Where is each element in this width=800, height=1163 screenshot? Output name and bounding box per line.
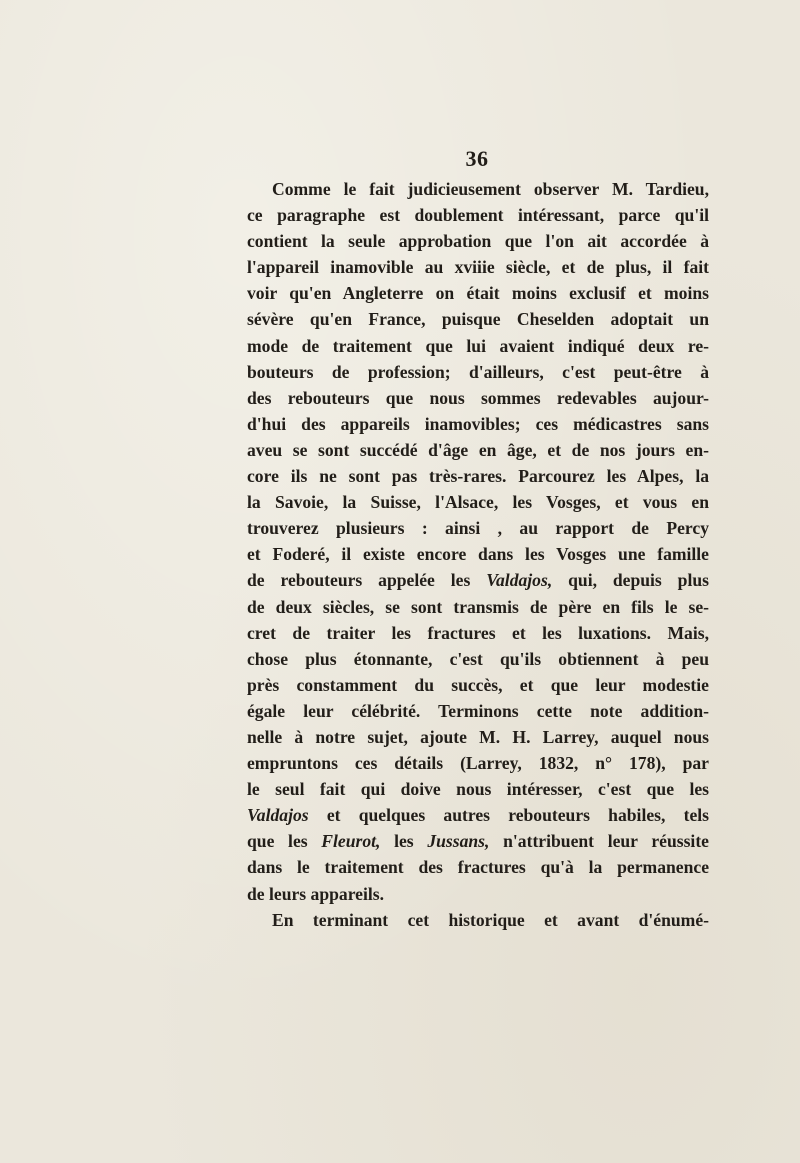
text-line: chose plus étonnante, c'est qu'ils obtiennent à peu (247, 648, 709, 669)
text-line: cret de traiter les fractures et les luxations. Mais, (247, 622, 709, 643)
italic-name: Jussans, (427, 831, 490, 852)
text-line: mode de traitement que lui avaient indiqué deux re- (247, 335, 709, 356)
text-line: aveu se sont succédé d'âge en âge, et de nos jours en- (247, 439, 709, 460)
text-line (247, 567, 709, 593)
text-run: les (380, 831, 428, 852)
text-line (247, 828, 709, 854)
text-line: dans le traitement des fractures qu'à la permanence (247, 857, 709, 878)
text-line: voir qu'en Angleterre on était moins exclusif et moins (247, 283, 709, 304)
italic-name: Valdajos (247, 805, 309, 826)
text-run: que les (247, 831, 322, 852)
text-line: nelle à notre sujet, ajoute M. H. Larrey, auquel nous (247, 726, 709, 747)
text-line: empruntons ces détails (Larrey, 1832, n° 178), par (247, 753, 709, 774)
text-run: et quelques autres rebouteurs habiles, tels (308, 805, 709, 826)
text-line: et Foderé, il existe encore dans les Vosges une famille (247, 544, 709, 565)
text-line: la Savoie, la Suisse, l'Alsace, les Vosges, et vous en (247, 492, 709, 513)
text-line: près constamment du succès, et que leur modestie (247, 674, 709, 695)
text-line: de deux siècles, se sont transmis de père en fils le se- (247, 596, 709, 617)
text-line: des rebouteurs que nous sommes redevables aujour- (247, 387, 709, 408)
text-line (247, 802, 709, 828)
text-line: d'hui des appareils inamovibles; ces médicastres sans (247, 413, 709, 434)
text-line: l'appareil inamovible au xviiie siècle, et de plus, il fait (247, 257, 709, 278)
text-line: En terminant cet historique et avant d'énumé- (272, 909, 709, 930)
text-line: bouteurs de profession; d'ailleurs, c'est peut-être à (247, 361, 709, 382)
text-line: égale leur célébrité. Terminons cette note addition- (247, 700, 709, 721)
text-line: sévère qu'en France, puisque Cheselden adoptait un (247, 309, 709, 330)
text-line: le seul fait qui doive nous intéresser, c'est que les (247, 779, 709, 800)
italic-name: Valdajos, (486, 570, 553, 591)
page-number: 36 (465, 146, 489, 171)
text-line: core ils ne sont pas très-rares. Parcourez les Alpes, la (247, 466, 709, 487)
text-run: de rebouteurs appelée les (247, 570, 487, 591)
text-line: contient la seule approbation que l'on ait accordée à (247, 231, 709, 252)
text-line: Comme le fait judicieusement observer M. Tardieu, (272, 179, 709, 199)
text-line: trouverez plusieurs : ainsi , au rapport de Percy (247, 518, 709, 539)
text-line: de leurs appareils. (247, 883, 385, 904)
text-run: qui, depuis plus (552, 570, 709, 591)
text-line: ce paragraphe est doublement intéressant, parce qu'il (247, 205, 709, 226)
italic-name: Fleurot, (321, 831, 381, 852)
body-text (247, 176, 709, 933)
text-run: n'attribuent leur réussite (489, 831, 709, 852)
